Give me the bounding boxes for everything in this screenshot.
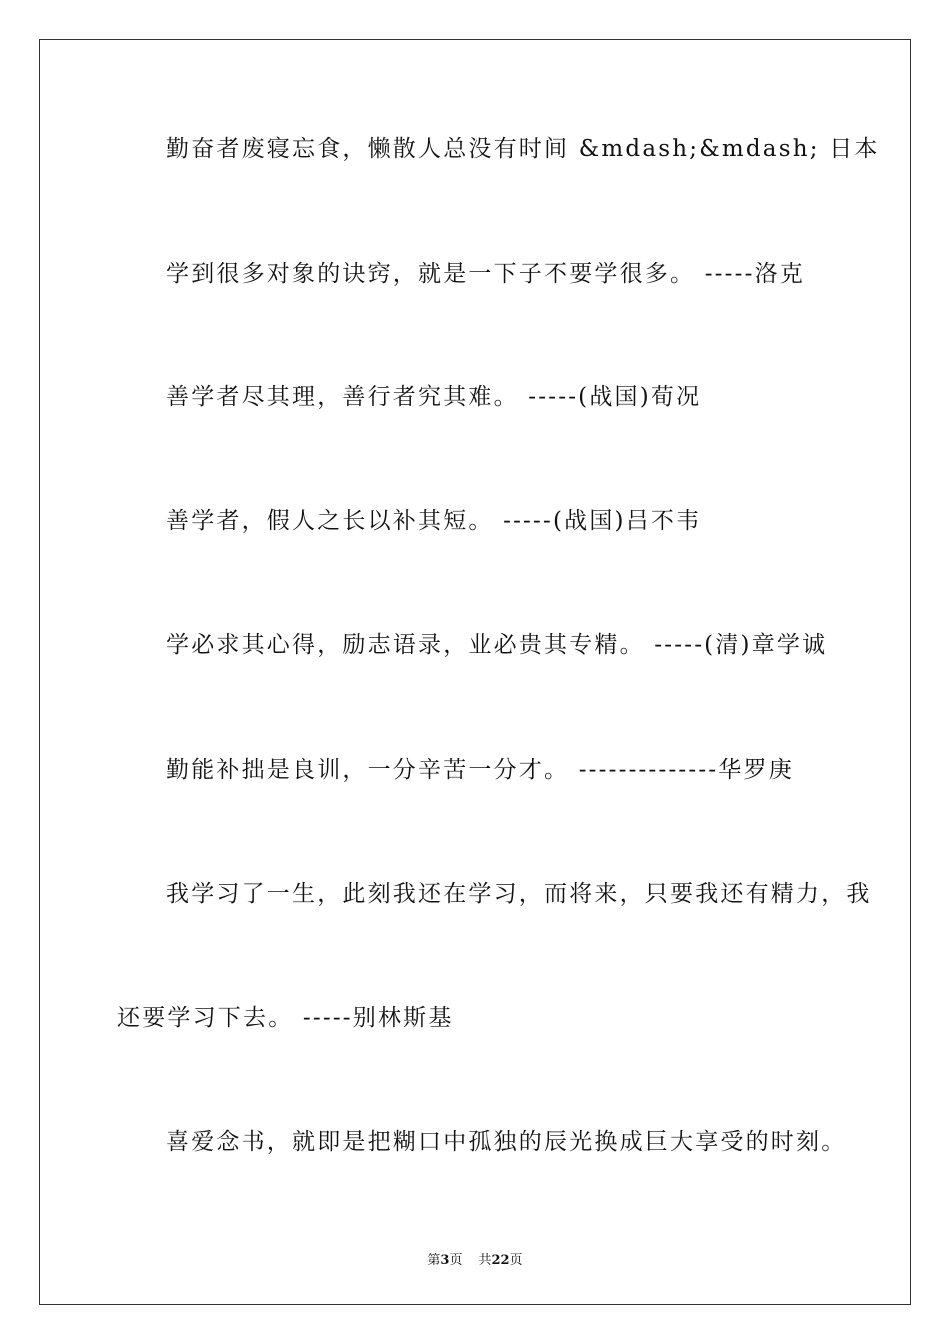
footer-total-prefix: 共 — [478, 1253, 492, 1268]
text-line-8: 还要学习下去。 -----别林斯基 — [117, 1005, 454, 1031]
text-line-2: 学到很多对象的诀窍，就是一下子不要学很多。 -----洛克 — [166, 261, 805, 287]
page-border — [39, 39, 911, 1305]
footer-total-suffix: 页 — [509, 1253, 523, 1268]
text-line-7: 我学习了一生，此刻我还在学习，而将来，只要我还有精力，我 — [166, 881, 872, 907]
text-line-9: 喜爱念书，就即是把糊口中孤独的辰光换成巨大享受的时刻。 — [166, 1129, 847, 1155]
footer-page-number: 3 — [440, 1253, 450, 1268]
text-line-5: 学必求其心得，励志语录，业必贵其专精。 -----(清)章学诚 — [166, 632, 828, 658]
page-footer — [0, 1249, 950, 1268]
text-line-4: 善学者，假人之长以补其短。 -----(战国)吕不韦 — [166, 508, 702, 534]
text-line-6: 勤能补拙是良训，一分辛苦一分才。 --------------华罗庚 — [166, 757, 794, 783]
text-line-3: 善学者尽其理，善行者究其难。 -----(战国)荀况 — [166, 384, 702, 410]
text-line-1: 勤奋者废寝忘食，懒散人总没有时间 &mdash;&mdash; 日本 — [166, 136, 880, 162]
footer-total-pages: 22 — [491, 1253, 510, 1268]
footer-prefix: 第 — [427, 1253, 441, 1268]
footer-page-suffix: 页 — [449, 1253, 463, 1268]
